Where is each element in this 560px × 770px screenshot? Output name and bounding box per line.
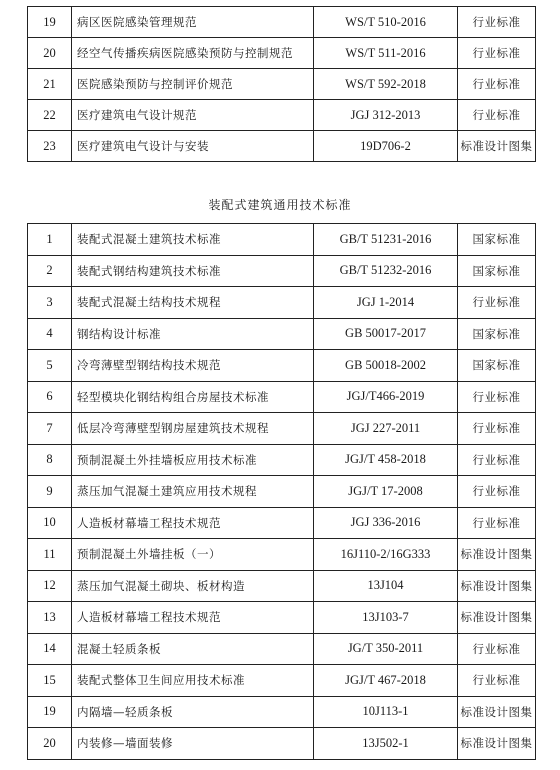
standard-name: 经空气传播疾病医院感染预防与控制规范: [72, 38, 314, 69]
standard-name: 医疗建筑电气设计规范: [72, 100, 314, 131]
row-number: 23: [28, 131, 72, 162]
row-number: 6: [28, 381, 72, 413]
standard-category: 行业标准: [458, 413, 536, 445]
row-number: 9: [28, 476, 72, 508]
standard-category: 行业标准: [458, 633, 536, 665]
row-number: 12: [28, 570, 72, 602]
standard-name: 预制混凝土外挂墙板应用技术标准: [72, 444, 314, 476]
standard-code: GB 50018-2002: [314, 350, 458, 382]
row-number: 19: [28, 7, 72, 38]
table-row: [28, 539, 536, 571]
table-row: [28, 696, 536, 728]
table-row: [28, 413, 536, 445]
row-number: 19: [28, 696, 72, 728]
standard-category: 行业标准: [458, 287, 536, 319]
table-row: [28, 507, 536, 539]
table-row: [28, 287, 536, 319]
standard-category: 行业标准: [458, 38, 536, 69]
standard-name: 医疗建筑电气设计与安装: [72, 131, 314, 162]
standard-code: JG/T 350-2011: [314, 633, 458, 665]
standard-code: JGJ/T 458-2018: [314, 444, 458, 476]
standard-category: 行业标准: [458, 665, 536, 697]
standard-category: 标准设计图集: [458, 131, 536, 162]
standard-code: JGJ/T466-2019: [314, 381, 458, 413]
standard-category: 行业标准: [458, 381, 536, 413]
standard-code: WS/T 592-2018: [314, 69, 458, 100]
standard-name: 装配式钢结构建筑技术标准: [72, 255, 314, 287]
standard-name: 病区医院感染管理规范: [72, 7, 314, 38]
standard-category: 国家标准: [458, 318, 536, 350]
row-number: 8: [28, 444, 72, 476]
standard-name: 内隔墙—轻质条板: [72, 696, 314, 728]
standard-name: 蒸压加气混凝土建筑应用技术规程: [72, 476, 314, 508]
standard-name: 预制混凝土外墙挂板（一）: [72, 539, 314, 571]
standard-category: 标准设计图集: [458, 602, 536, 634]
row-number: 10: [28, 507, 72, 539]
row-number: 14: [28, 633, 72, 665]
standard-category: 国家标准: [458, 350, 536, 382]
standard-name: 装配式混凝土结构技术规程: [72, 287, 314, 319]
standard-code: GB/T 51231-2016: [314, 224, 458, 256]
table-row: [28, 255, 536, 287]
standard-category: 国家标准: [458, 255, 536, 287]
standard-name: 蒸压加气混凝土砌块、板材构造: [72, 570, 314, 602]
standard-code: 16J110-2/16G333: [314, 539, 458, 571]
table-row: [28, 570, 536, 602]
row-number: 5: [28, 350, 72, 382]
standard-code: GB/T 51232-2016: [314, 255, 458, 287]
table-row: [28, 633, 536, 665]
standard-code: JGJ 312-2013: [314, 100, 458, 131]
table-row: [28, 7, 536, 38]
standard-category: 行业标准: [458, 507, 536, 539]
standard-code: JGJ/T 467-2018: [314, 665, 458, 697]
row-number: 20: [28, 38, 72, 69]
standard-category: 标准设计图集: [458, 728, 536, 760]
standard-code: WS/T 511-2016: [314, 38, 458, 69]
standard-code: JGJ 336-2016: [314, 507, 458, 539]
table-row: [28, 224, 536, 256]
table-row: [28, 100, 536, 131]
standard-code: JGJ/T 17-2008: [314, 476, 458, 508]
standard-code: JGJ 227-2011: [314, 413, 458, 445]
standard-name: 内装修—墙面装修: [72, 728, 314, 760]
standards-table-medical: [27, 6, 536, 162]
row-number: 21: [28, 69, 72, 100]
row-number: 22: [28, 100, 72, 131]
standard-category: 行业标准: [458, 7, 536, 38]
row-number: 20: [28, 728, 72, 760]
standard-code: 13J104: [314, 570, 458, 602]
standard-category: 行业标准: [458, 444, 536, 476]
row-number: 4: [28, 318, 72, 350]
standard-name: 低层冷弯薄壁型钢房屋建筑技术规程: [72, 413, 314, 445]
standard-name: 钢结构设计标准: [72, 318, 314, 350]
row-number: 7: [28, 413, 72, 445]
row-number: 13: [28, 602, 72, 634]
standard-category: 行业标准: [458, 69, 536, 100]
section-title: 装配式建筑通用技术标准: [208, 198, 352, 212]
row-number: 15: [28, 665, 72, 697]
standard-category: 标准设计图集: [458, 696, 536, 728]
table-row: [28, 131, 536, 162]
standard-code: 10J113-1: [314, 696, 458, 728]
standard-name: 医院感染预防与控制评价规范: [72, 69, 314, 100]
standard-category: 行业标准: [458, 476, 536, 508]
standard-category: 标准设计图集: [458, 539, 536, 571]
standard-code: GB 50017-2017: [314, 318, 458, 350]
table-row: [28, 602, 536, 634]
standard-name: 混凝土轻质条板: [72, 633, 314, 665]
table-row: [28, 69, 536, 100]
table-row: [28, 381, 536, 413]
table-row: [28, 728, 536, 760]
standard-name: 装配式整体卫生间应用技术标准: [72, 665, 314, 697]
standard-name: 人造板材幕墙工程技术规范: [72, 602, 314, 634]
standard-code: 19D706-2: [314, 131, 458, 162]
standard-category: 国家标准: [458, 224, 536, 256]
row-number: 1: [28, 224, 72, 256]
row-number: 3: [28, 287, 72, 319]
table-row: [28, 476, 536, 508]
standard-code: 13J103-7: [314, 602, 458, 634]
standard-name: 轻型模块化钢结构组合房屋技术标准: [72, 381, 314, 413]
table-row: [28, 318, 536, 350]
table-row: [28, 350, 536, 382]
standard-code: WS/T 510-2016: [314, 7, 458, 38]
row-number: 11: [28, 539, 72, 571]
standard-name: 人造板材幕墙工程技术规范: [72, 507, 314, 539]
row-number: 2: [28, 255, 72, 287]
standard-name: 装配式混凝土建筑技术标准: [72, 224, 314, 256]
standard-code: 13J502-1: [314, 728, 458, 760]
standard-name: 冷弯薄壁型钢结构技术规范: [72, 350, 314, 382]
standard-category: 行业标准: [458, 100, 536, 131]
table-row: [28, 38, 536, 69]
standard-code: JGJ 1-2014: [314, 287, 458, 319]
table-row: [28, 665, 536, 697]
table-row: [28, 444, 536, 476]
standards-table-prefab: [27, 223, 536, 760]
standard-category: 标准设计图集: [458, 570, 536, 602]
